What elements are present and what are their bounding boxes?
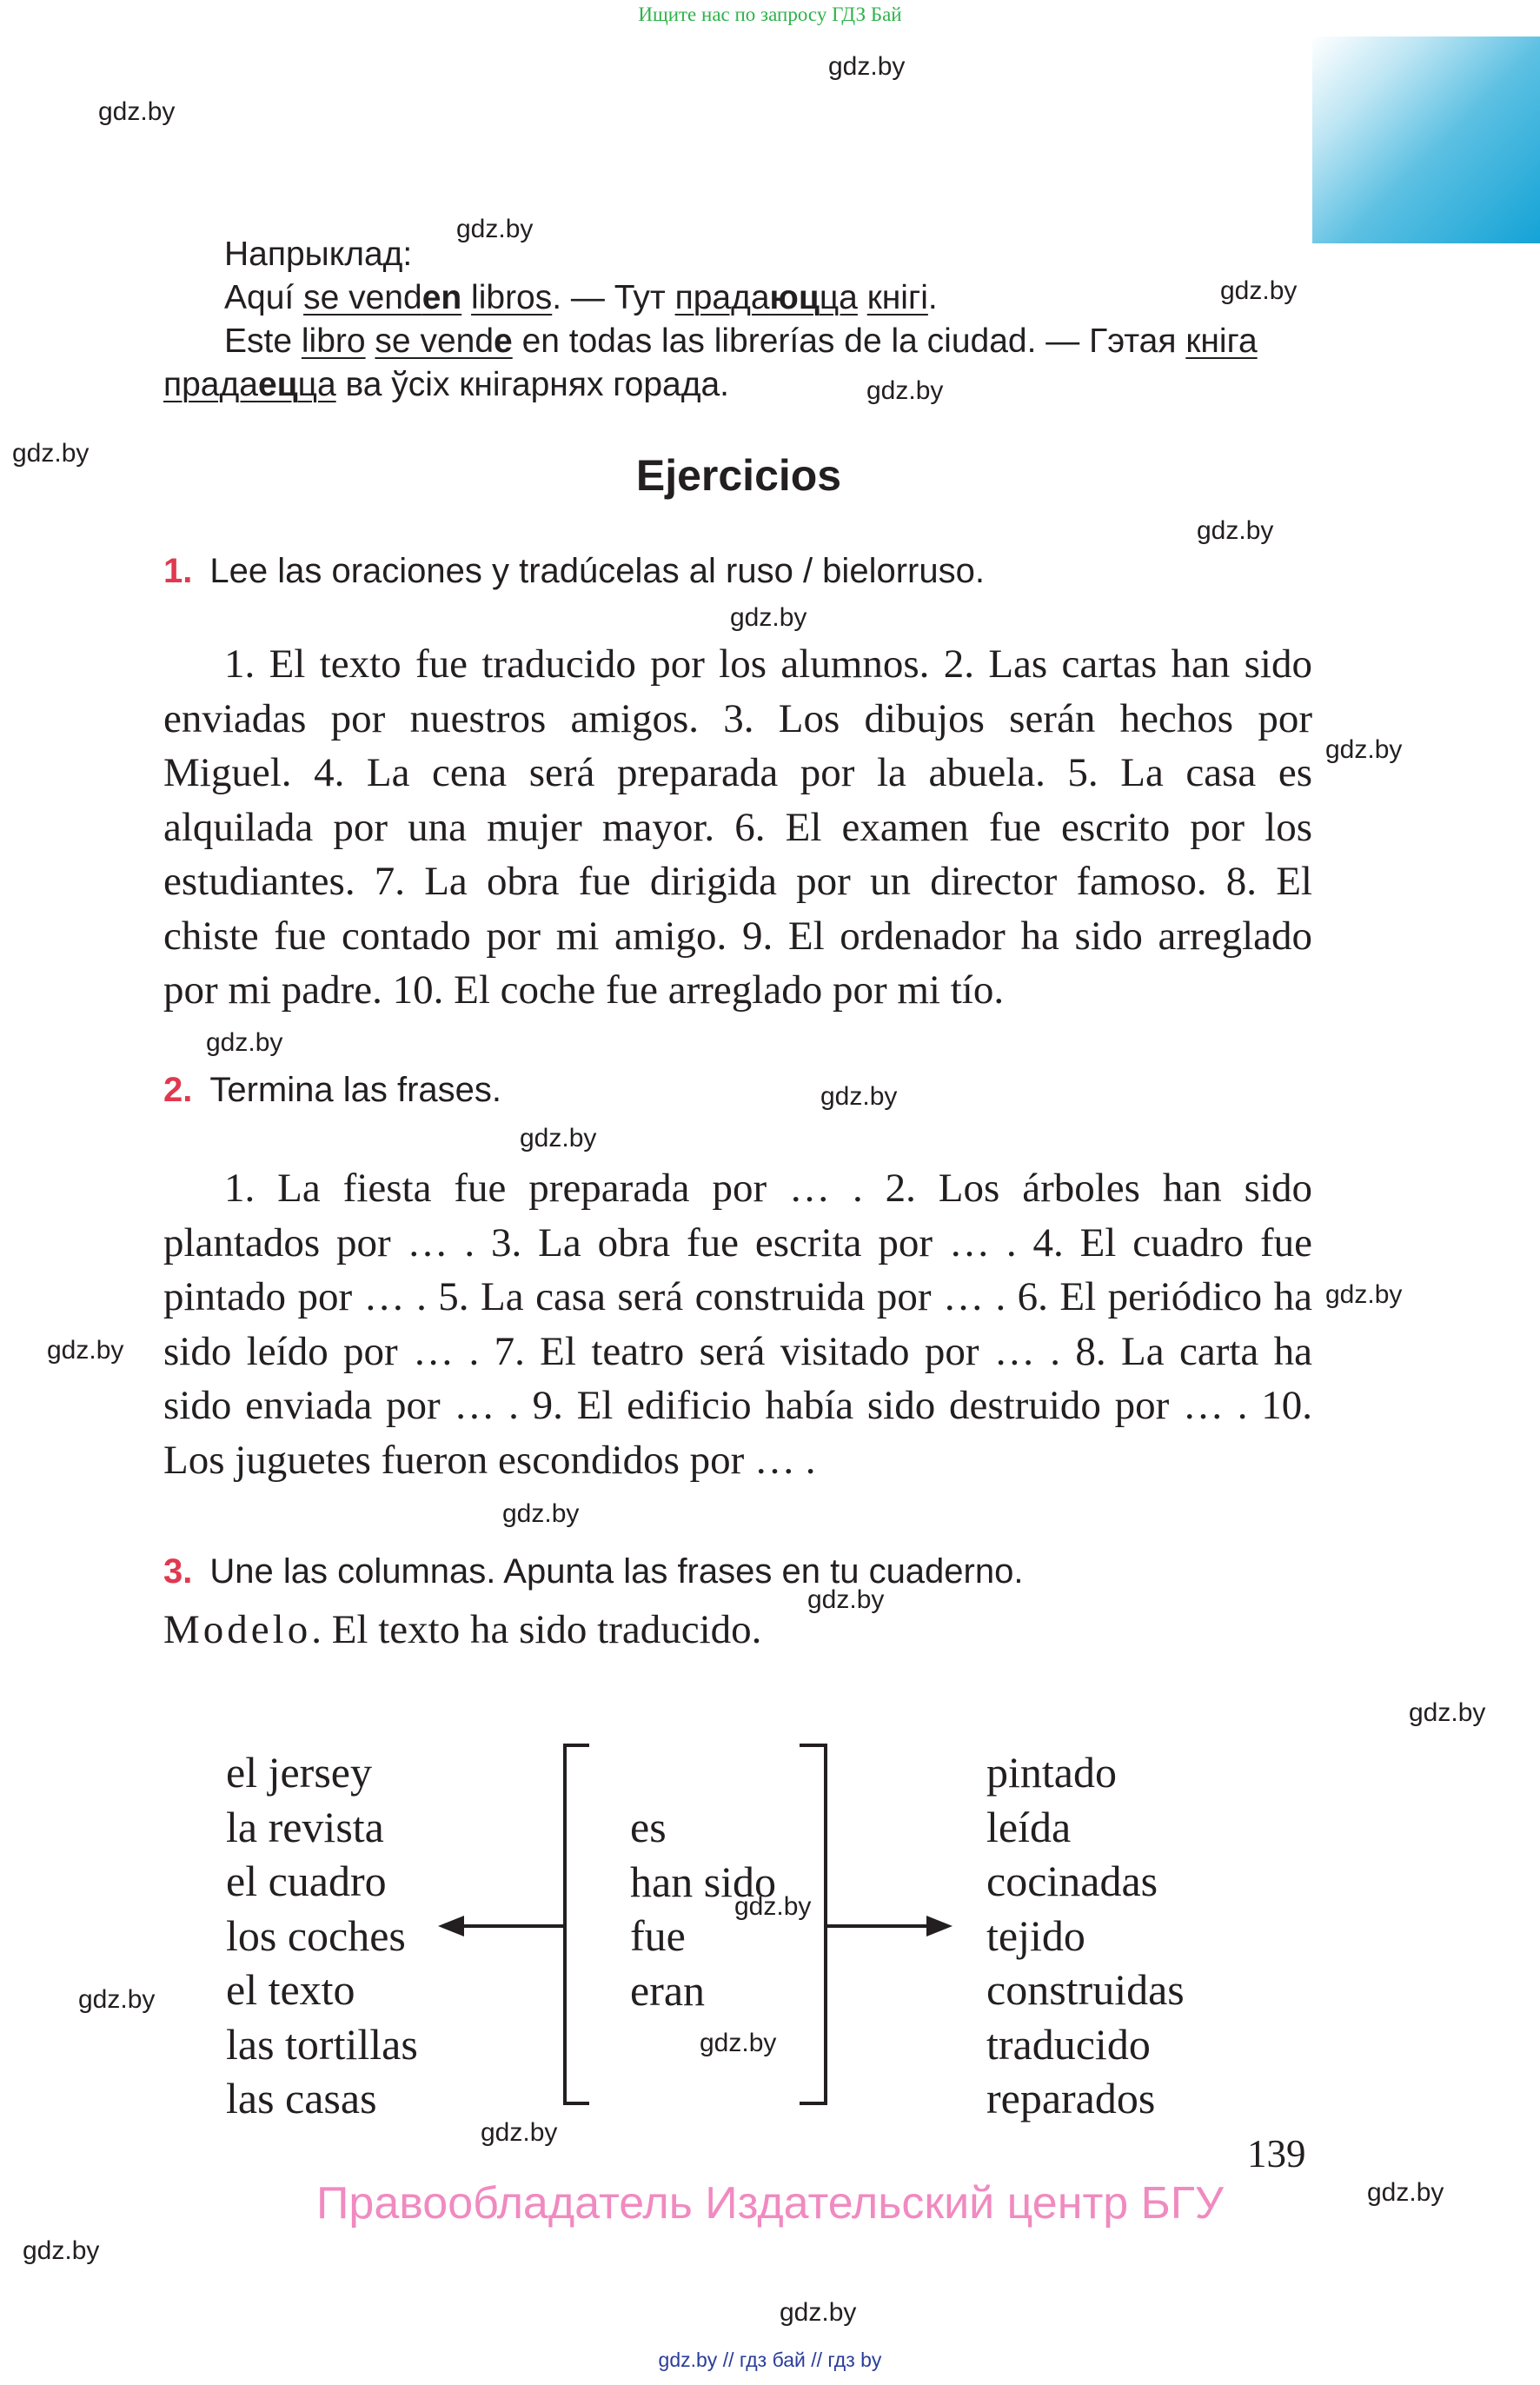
list-item: traducido — [986, 2019, 1151, 2069]
list-item: reparados — [986, 2074, 1156, 2123]
list-item: los coches — [226, 1910, 406, 1960]
watermark: gdz.by — [828, 52, 906, 81]
list-item: es — [630, 1803, 667, 1851]
model-sentence: Modelo. El texto ha sido traducido. — [163, 1607, 762, 1652]
example-line-2: Este libro se vende en todas las librerías de la ciudad. — Гэтая кніга — [224, 322, 1258, 360]
left-bracket — [565, 1745, 589, 2103]
watermark: gdz.by — [98, 97, 176, 126]
task-2-text: 1. La fiesta fue preparada por … . 2. Los árboles han sido plantados por … . 3. La obra fue escrita por … . 4. El cuadro fue pintado por … . 5. La casa será construida por … . 6. El periódico ha sido leído por … . 7. El teatro será visitado por … . 8. La carta ha sido enviada por … . 9. El edificio había sido destruido por … . 10. Los juguetes fueron escondidos por … . — [163, 1166, 1312, 1483]
list-item: pintado — [986, 1748, 1117, 1797]
example-line-1: Aquí se venden libros. — Тут прадаюцца кнігі. — [224, 279, 938, 316]
list-item: han sido — [630, 1857, 777, 1906]
watermark: gdz.by — [520, 1124, 597, 1153]
task-3-instruction: 3. Une las columnas. Apunta las frases en tu cuaderno. — [163, 1552, 1024, 1591]
list-item: la revista — [226, 1802, 384, 1851]
list-item: eran — [630, 1965, 706, 2015]
right-arrow-icon — [926, 1916, 953, 1937]
section-heading: Ejercicios — [635, 451, 842, 500]
watermark: gdz.by — [730, 603, 807, 632]
list-item: las tortillas — [226, 2019, 418, 2069]
example-label: Напрыклад: — [224, 236, 413, 273]
watermark: gdz.by — [47, 1336, 124, 1365]
watermark: gdz.by — [820, 1082, 898, 1111]
example-line-3: прадаецца ва ўсіх кнігарнях горада. — [163, 366, 730, 403]
watermark: gdz.by — [1220, 276, 1298, 305]
watermark: gdz.by — [78, 1985, 156, 2014]
right-column — [986, 1745, 1185, 2126]
list-item: las casas — [226, 2074, 377, 2123]
task-number: 3. — [163, 1552, 193, 1591]
list-item: el texto — [226, 1965, 355, 2014]
task-1-instruction: 1. Lee las oraciones y tradúcelas al ruso / bielorruso. — [163, 552, 985, 590]
watermark: gdz.by — [456, 215, 534, 243]
watermark: gdz.by — [1325, 735, 1403, 764]
middle-column — [630, 1800, 776, 2017]
watermark: gdz.by — [206, 1028, 283, 1057]
left-column — [226, 1745, 418, 2126]
list-item: tejido — [986, 1910, 1085, 1960]
watermark: gdz.by — [23, 2236, 100, 2265]
task-2-instruction: 2. Termina las frases. — [163, 1071, 502, 1109]
footer-links: gdz.by // гдз бай // гдз by — [658, 2348, 882, 2371]
list-item: cocinadas — [986, 1857, 1158, 1905]
watermark: gdz.by — [734, 1892, 812, 1921]
watermark: gdz.by — [700, 2029, 777, 2057]
watermark: gdz.by — [866, 376, 944, 405]
page-number: 139 — [1247, 2132, 1306, 2176]
task-number: 1. — [163, 552, 193, 590]
left-arrow-icon — [438, 1916, 464, 1937]
list-item: construidas — [986, 1965, 1185, 2014]
watermark: gdz.by — [1197, 516, 1274, 545]
corner-gradient-decoration — [1312, 37, 1540, 243]
watermark: gdz.by — [1367, 2178, 1444, 2207]
task-number: 2. — [163, 1071, 193, 1109]
list-item: el cuadro — [226, 1857, 387, 1905]
watermark: gdz.by — [12, 439, 90, 468]
copyright-notice: Правообладатель Издательский центр БГУ — [316, 2178, 1224, 2229]
list-item: el jersey — [226, 1748, 372, 1797]
watermark: gdz.by — [502, 1499, 580, 1528]
list-item: fue — [630, 1911, 686, 1960]
task-1-text: 1. El texto fue traducido por los alumnos. 2. Las cartas han sido enviadas por nuestros amigos. 3. Los dibujos serán hechos por Miguel. 4. La cena será preparada por la abuela. 5. La casa es alquilada por una mujer mayor. 6. El examen fue escrito por los estudiantes. 7. La obra fue dirigida por un director famoso. 8. El chiste fue contado por mi amigo. 9. El ordenador ha sido arreglado por mi padre. 10. El coche fue arreglado por mi tío. — [163, 641, 1312, 1013]
right-bracket — [800, 1745, 826, 2103]
watermark: gdz.by — [1409, 1698, 1486, 1727]
watermark: gdz.by — [481, 2118, 558, 2147]
list-item: leída — [986, 1802, 1072, 1851]
top-note: Ищите нас по запросу ГДЗ Бай — [638, 3, 902, 25]
watermark: gdz.by — [1325, 1280, 1403, 1309]
watermark: gdz.by — [807, 1585, 885, 1614]
watermark: gdz.by — [780, 2298, 857, 2327]
